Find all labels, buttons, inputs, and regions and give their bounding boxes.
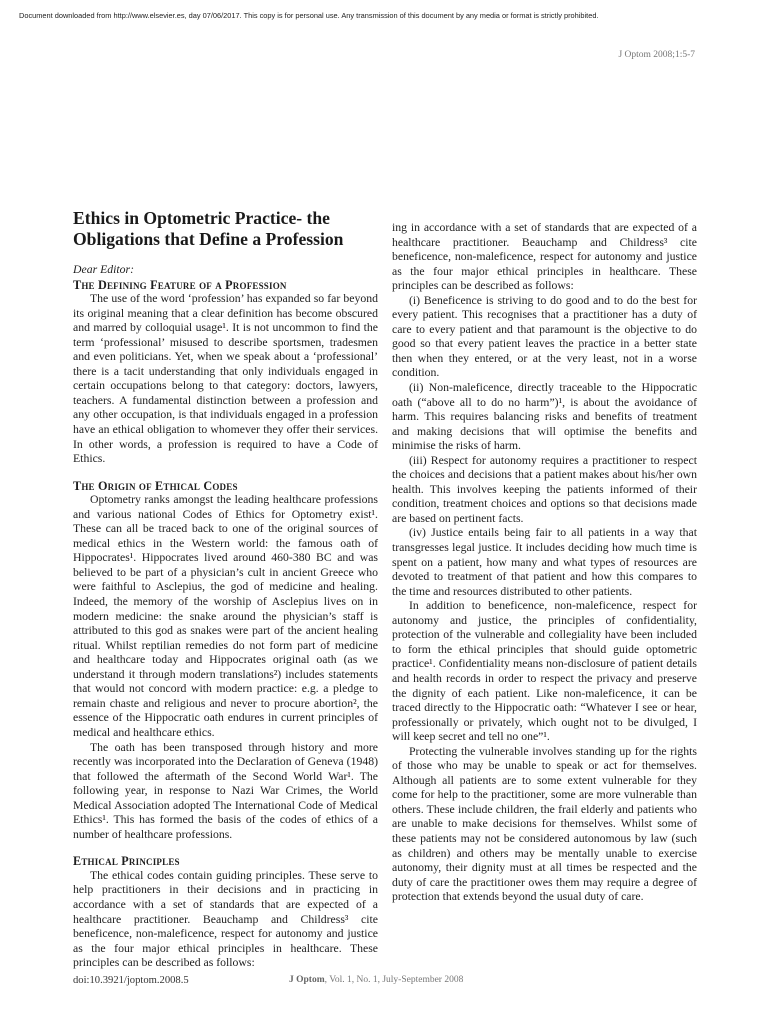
principle-beneficence: (i) Beneficence is striving to do good and to do the best for every patient. This recognises that a practitioner has a duty of care to every patient and that paramount is the objective to do good so that every patient leaves the practice in a better state then when they entered, or at the very least, not in a worse condition. — [392, 293, 697, 380]
article-title: Ethics in Optometric Practice- the Obligations that Define a Profession — [73, 208, 344, 249]
running-head: J Optom 2008;1:5-7 — [618, 50, 695, 60]
right-column — [392, 221, 697, 905]
doi: doi:10.3921/joptom.2008.5 — [73, 975, 189, 986]
paragraph-vulnerable: Protecting the vulnerable involves standing up for the rights of those who may be unable to speak or act for themselves. Although all patients are to some extent vulnerable for they come for help to the practitioner, some are more vulnerable than others. These include children, the frail elderly and patients who are unable to make decisions for themselves. Whilst some of these patients may not be considered autonomous by law (such as children) and others may be mentally unable to exercise autonomy, their dignity must at all times be respected and the duty of care the practitioner owes them may require a degree of protection that extends beyond the usual duty of care. — [392, 744, 697, 904]
section-heading-origin: The Origin of Ethical Codes — [73, 478, 238, 493]
paragraph: The ethical codes contain guiding principles. These serve to help practitioners in their decisions and in practicing in accordance with a set of standards that are expected of a healthcare practitioner. Beauchamp and Childress³ cite beneficence, non-maleficence, respect for autonomy and justice as the four major ethical principles in healthcare. These principles can be described as follows: — [73, 868, 378, 970]
principle-non-maleficence: (ii) Non-maleficence, directly traceable to the Hippocratic oath (“above all to do no harm”)¹, is about the avoidance of harm. This requires balancing risks and benefits of treatment and making decisions that will optimise the benefits and minimise the risks of harm. — [392, 381, 697, 453]
journal-issue: , Vol. 1, No. 1, July-September 2008 — [324, 975, 464, 985]
download-notice: Document downloaded from http://www.elsevier.es, day 07/06/2017. This copy is for personal use. Any transmission of this document by any media or format is strictly prohibited. — [19, 11, 599, 20]
section-heading-ethical-principles: Ethical Principles — [73, 854, 180, 869]
paragraph-confidentiality: In addition to beneficence, non-maleficence, respect for autonomy and justice, the principles of confidentiality, protection of the vulnerable and collegiality have been included to form the ethical principles that should guide optometric practice¹. Confidentiality means non-disclosure of patient details and health records in order to respect the privacy and preserve the dignity of each patient. Like non-maleficence, it can be traced directly to the Hippocratic oath: “Whatever I see or hear, professionally or privately, which ought not to be divulged, I will keep secret and tell no one”¹. — [392, 599, 697, 744]
journal-name: J Optom — [289, 975, 325, 985]
paragraph: The use of the word ‘profession’ has expanded so far beyond its original meaning that a clear definition has become obscured and marred by colloquial usage¹. It is not uncommon to find the term ‘professional’ misused to describe sportsmen, tradesmen and even politicians. Yet, when we speak about a ‘professional’ there is a tacit understanding that only individuals engaged in certain occupations belong to that category: doctors, lawyers, teachers. A fundamental distinction between a profession and any other occupation, is that individuals engaged in a profession have an ethical obligation to whomever they offer their services. In other words, a profession is required to have a Code of Ethics. — [73, 292, 378, 466]
paragraph-continued: ing in accordance with a set of standards that are expected of a healthcare practitioner. Beauchamp and Childress³ cite beneficence, non-maleficence, respect for autonomy and justice as the four major ethical principles in healthcare. These principles can be described as follows: — [392, 221, 697, 293]
left-column — [73, 208, 378, 970]
paragraph: Optometry ranks amongst the leading healthcare professions and various national Codes of Ethics for Optometry exist¹. These can all be traced back to one of the original sources of medical ethics in the Western world: the famous oath of Hippocrates¹. Hippocrates lived around 460-380 BC and was believed to be part of a physician’s cult in ancient Greece who were faithful to Asclepius, the god of medicine and healing. Indeed, the memory of the worship of Asclepius lives on in modern medicine: the snake around the physician’s staff is attributed to this god as snakes were part of the ancient healing ritual. Whilst reptilian remedies do not form part of medicine and healthcare today and Hippocrates original oath (as we understand it through modern translations²) includes statements that would not concord with modern practice: e.g. a pledge to remain chaste and religious and never to procure abortion², the essence of the Hippocratic oath endures in current principles of medical and healthcare ethics. — [73, 493, 378, 739]
principle-autonomy: (iii) Respect for autonomy requires a practitioner to respect the choices and decisions that a patient makes about his/her own health. This involves keeping the patients informed of their condition, treatment choices and options so that decisions made are based on pertinent facts. — [392, 453, 697, 525]
principle-justice: (iv) Justice entails being fair to all patients in a way that transgresses legal justice. It includes deciding how much time is spent on a patient, how many and what types of resources are devoted to treatment of that patient and how this compares to the time and resources distributed to other patients. — [392, 526, 697, 598]
salutation: Dear Editor: — [73, 263, 135, 276]
section-heading-defining-feature: The Defining Feature of a Profession — [73, 277, 287, 292]
journal-footer — [289, 975, 463, 985]
paragraph: The oath has been transposed through history and more recently was incorporated into the Declaration of Geneva (1948) that followed the aftermath of the Second World War¹. The following year, in response to Nazi War Crimes, the World Medical Association adopted The International Code of Medical Ethics¹. This has formed the basis of the codes of ethics of a number of healthcare professions. — [73, 740, 378, 841]
